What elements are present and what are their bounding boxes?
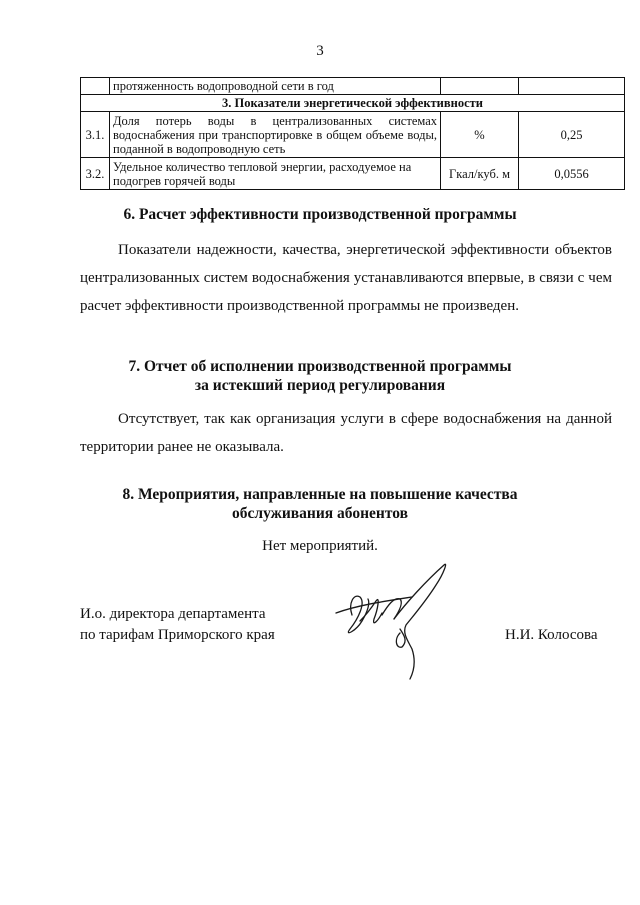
section7-paragraph: Отсутствует, так как организация услуги в сфере водоснабжения на данной территории ранее не оказывала. [80, 411, 612, 455]
section6-title: 6. Расчет эффективности производственной программы [123, 206, 517, 223]
position-line2: по тарифам Приморского края [80, 627, 275, 643]
section-heading: 3. Показатели энергетической эффективности [81, 95, 625, 112]
handwritten-signature [330, 557, 470, 682]
unit-cell: % [441, 112, 519, 158]
signatory-name: Н.И. Колосова [505, 627, 598, 643]
value-cell [519, 78, 625, 95]
value-cell: 0,25 [519, 112, 625, 158]
section8-title-line1: 8. Мероприятия, направленные на повышение качества [122, 486, 518, 503]
table-section-row [81, 95, 625, 112]
unit-cell [441, 78, 519, 95]
row-number [81, 78, 110, 95]
unit-cell: Гкал/куб. м [441, 158, 519, 190]
section7-title-line1: 7. Отчет об исполнении производственной программы [128, 358, 512, 375]
page-number: 3 [316, 43, 324, 59]
table-row [81, 78, 625, 95]
row-number: 3.2. [81, 158, 110, 190]
section8-text: Нет мероприятий. [262, 538, 378, 554]
section8-title-line2: обслуживания абонентов [232, 505, 408, 522]
signatory-position [80, 604, 275, 646]
table-row [81, 112, 625, 158]
position-line1: И.о. директора департамента [80, 606, 266, 622]
indicator-name: протяженность водопроводной сети в год [110, 78, 441, 95]
indicators-table [80, 77, 625, 190]
value-cell: 0,0556 [519, 158, 625, 190]
section6-paragraph: Показатели надежности, качества, энергетической эффективности объектов централизованных систем водоснабжения устанавливаются впервые, в связи с чем расчет эффективности производственной программы не произведен. [80, 242, 612, 314]
row-number: 3.1. [81, 112, 110, 158]
indicator-name: Доля потерь воды в централизованных системах водоснабжения при транспортировке в общем объеме воды, поданной в водопроводную сеть [110, 112, 441, 158]
indicator-name: Удельное количество тепловой энергии, расходуемое на подогрев горячей воды [110, 158, 441, 190]
table-row [81, 158, 625, 190]
section7-title-line2: за истекший период регулирования [194, 377, 446, 394]
